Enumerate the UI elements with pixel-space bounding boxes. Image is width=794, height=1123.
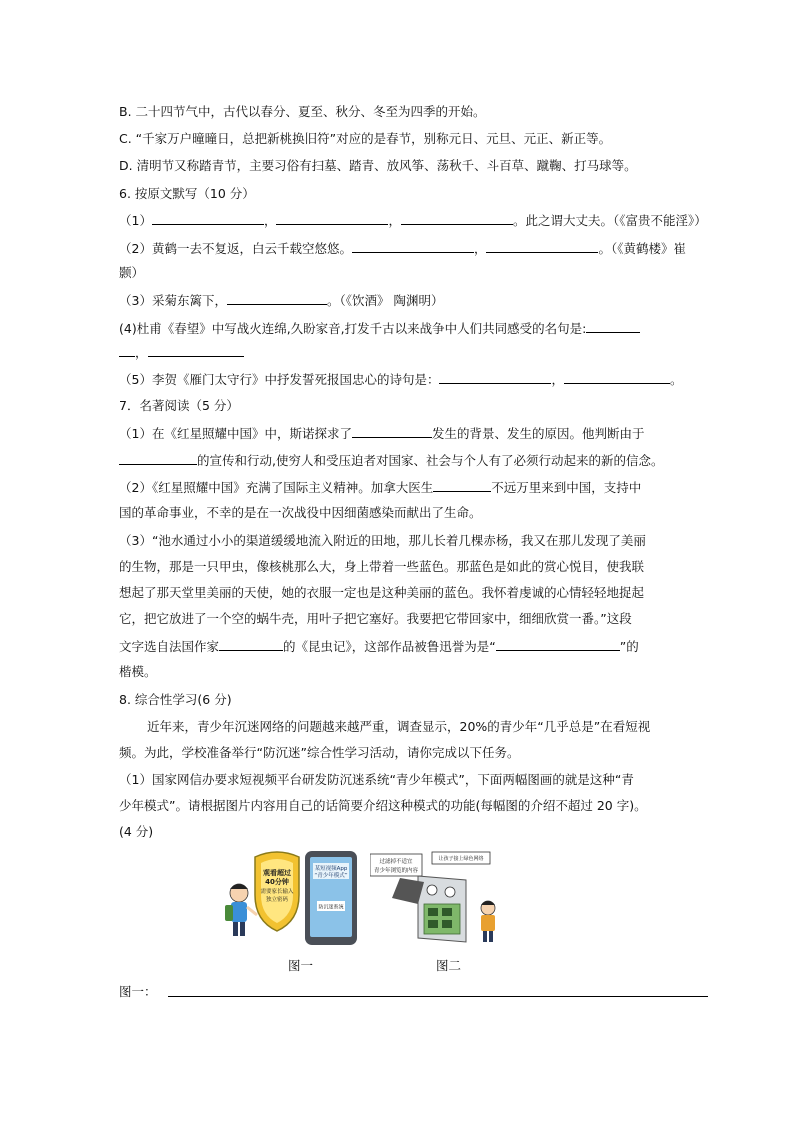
device-tile [442, 920, 452, 928]
q6-item1-blank1[interactable] [152, 212, 264, 225]
q7-item1 [119, 425, 644, 442]
child-leg-right [489, 931, 493, 942]
q7-item3-p5 [119, 638, 639, 655]
device-tile [428, 920, 438, 928]
boy-leg-right [240, 922, 245, 936]
q7-title: 7．名著阅读（5 分） [119, 398, 239, 413]
q6-item2-blank1[interactable] [352, 240, 474, 253]
q8-title: 8. 综合性学习(6 分) [119, 692, 232, 707]
q6-item5-sep: ， [551, 372, 564, 387]
q6-item2-tail: 。（《黄鹤楼》崔 [598, 241, 686, 256]
q6-item5 [119, 371, 683, 388]
figure1-caption: 图一 [288, 958, 314, 973]
q6-item5-blank1[interactable] [439, 371, 551, 384]
q8-task-line2: 少年模式”。请根据图片内容用自己的话简要介绍这种模式的功能(每幅图的介绍不超过 20 字)。 [119, 798, 647, 813]
phone-text-1: 某短视频App [314, 866, 348, 872]
bubble-filter-text-1: 过滤掉不适宜 [379, 859, 413, 865]
q6-item5-end: 。 [669, 372, 683, 387]
q8-task-line1: （1）国家网信办要求短视频平台研发防沉迷系统“青少年模式”，下面两幅图画的就是这种“青 [119, 772, 634, 787]
option-d: D. 清明节又称踏青节，主要习俗有扫墓、踏青、放风筝、荡秋千、斗百草、蹴鞠、打马球等。 [119, 158, 637, 173]
answer-figure1-label: 图一： [119, 984, 157, 999]
q7-item1-head: （1）在《红星照耀中国》中，斯诺探求了 [119, 426, 352, 441]
figure2-illustration [370, 848, 510, 948]
q7-item2-tail: 不远万里来到中国，支持中 [491, 480, 642, 495]
q6-item5-head: （5）李贺《雁门太守行》中抒发誓死报国忠心的诗句是： [119, 372, 440, 387]
q7-item2-blank[interactable] [433, 479, 491, 492]
q6-item1 [119, 212, 707, 229]
q6-item5-blank2[interactable] [564, 371, 670, 384]
q7-item3-p5c: ”的 [619, 639, 639, 654]
q7-item3-p5a: 文字选自法国作家 [119, 639, 220, 654]
q7-item3-blank2[interactable] [496, 638, 620, 651]
q7-item2 [119, 479, 641, 496]
q8-task-line3: (4 分) [119, 824, 154, 839]
q7-item1-cont [119, 452, 663, 469]
q6-item3-tail: 。（《饮酒》 陶渊明） [326, 293, 444, 308]
q7-item1-blank2[interactable] [119, 452, 197, 465]
q6-item3-blank[interactable] [227, 292, 327, 305]
q7-item3-blank1[interactable] [219, 638, 283, 651]
q7-item3-p5b: 的《昆虫记》，这部作品被鲁迅誉为是“ [283, 639, 496, 654]
q6-item4-blank1-cont[interactable] [119, 344, 135, 357]
q6-item1-blank2[interactable] [276, 212, 388, 225]
child-leg-left [483, 931, 487, 942]
q8-intro2: 频。为此，学校准备举行“防沉迷”综合性学习活动，请你完成以下任务。 [119, 745, 520, 760]
bubble-filter-text-2: 青少年浏览的内容 [373, 868, 419, 874]
q6-item1-sep2: ， [388, 213, 401, 228]
q7-item3-p6: 楷模。 [119, 664, 157, 679]
q6-item4-blank1[interactable] [586, 320, 640, 333]
q7-item1-blank1[interactable] [352, 425, 432, 438]
option-c: C. “千家万户曈曈日，总把新桃换旧符”对应的是春节，别称元日、元旦、元正、新正等。 [119, 131, 612, 146]
shield-text-2: 40分钟 [265, 878, 289, 886]
q6-item2-blank2[interactable] [486, 240, 598, 253]
q6-item3-head: （3）采菊东篱下， [119, 293, 227, 308]
answer-figure1-line[interactable] [168, 996, 708, 997]
q6-item2 [119, 240, 686, 257]
boy-arm [247, 907, 257, 915]
q6-item1-tail: 。此之谓大丈夫。（《富贵不能淫》） [512, 213, 707, 228]
q6-item4-cont [119, 344, 244, 361]
shield-text-1: 观看超过 [263, 869, 291, 877]
q6-item2-head: （2）黄鹤一去不复返，白云千载空悠悠。 [119, 241, 352, 256]
boy-backpack [225, 905, 233, 921]
child-body [481, 915, 495, 931]
q6-item2-sep: ， [473, 241, 487, 256]
q7-item1-tail: 的宣传和行动,使穷人和受压迫者对国家、社会与个人有了必须行动起来的新的信念。 [197, 453, 664, 468]
q7-item3-p4: 它，把它放进了一个空的蜗牛壳，用叶子把它塞好。我要把它带回家中，细细欣赏一番。”这段 [119, 611, 632, 626]
device-tile [428, 908, 438, 916]
q6-item2-cont: 颢） [119, 265, 145, 280]
option-b: B. 二十四节气中，古代以春分、夏至、秋分、冬至为四季的开始。 [119, 104, 486, 119]
child-hair [481, 901, 495, 905]
q7-item2-head: （2）《红星照耀中国》充满了国际主义精神。加拿大医生 [119, 480, 434, 495]
boy-leg-left [233, 922, 238, 936]
q6-item4-sep: ， [135, 345, 148, 360]
q6-item1-sep1: ， [263, 213, 277, 228]
figure1-illustration [225, 843, 365, 948]
boy-body [231, 902, 247, 922]
device-eye-right [445, 887, 455, 897]
shield-text-4: 独立密码 [265, 897, 289, 903]
q6-item1-blank3[interactable] [401, 212, 513, 225]
phone-screen-label: 防沉迷系统 [318, 904, 344, 911]
q7-item1-mid: 发生的背景、发生的原因。他判断由于 [431, 426, 645, 441]
q6-title: 6. 按原文默写（10 分） [119, 186, 255, 201]
boy-hair [230, 884, 248, 889]
q6-item4-head: (4)杜甫《春望》中写战火连绵,久盼家音,打发千古以来战争中人们共同感受的名句是: [119, 321, 587, 336]
q6-item4-blank2[interactable] [148, 344, 244, 357]
q7-item3-p3: 想起了那天堂里美丽的天使，她的衣服一定也是这种美丽的蓝色。我怀着虔诚的心情轻轻地捉起 [119, 585, 645, 600]
q6-item4 [119, 320, 640, 337]
figure2-caption: 图二 [436, 958, 462, 973]
device-tile [442, 908, 452, 916]
phone-text-2: “青少年模式” [314, 873, 348, 879]
device-eye-left [427, 885, 437, 895]
q7-item3-p1: （3）“池水通过小小的渠道缓缓地流入附近的田地，那儿长着几棵赤杨，我又在那儿发现了美丽 [119, 533, 646, 548]
q7-item2-cont: 国的革命事业，不幸的是在一次战役中因细菌感染而献出了生命。 [119, 505, 482, 520]
q8-intro1: 近年来，青少年沉迷网络的问题越来越严重，调查显示，20%的青少年“几乎总是”在看短视 [147, 719, 651, 734]
q6-item3 [119, 292, 443, 309]
bubble-green-text: 让孩子接上绿色网络 [438, 856, 484, 862]
q7-item3-p2: 的生物，那是一只甲虫，像核桃那么大，身上带着一些蓝色。那蓝色是如此的赏心悦目，使我联 [119, 559, 645, 574]
q6-item1-label: （1） [119, 213, 152, 228]
shield-text-3: 需要家长输入 [260, 889, 294, 895]
